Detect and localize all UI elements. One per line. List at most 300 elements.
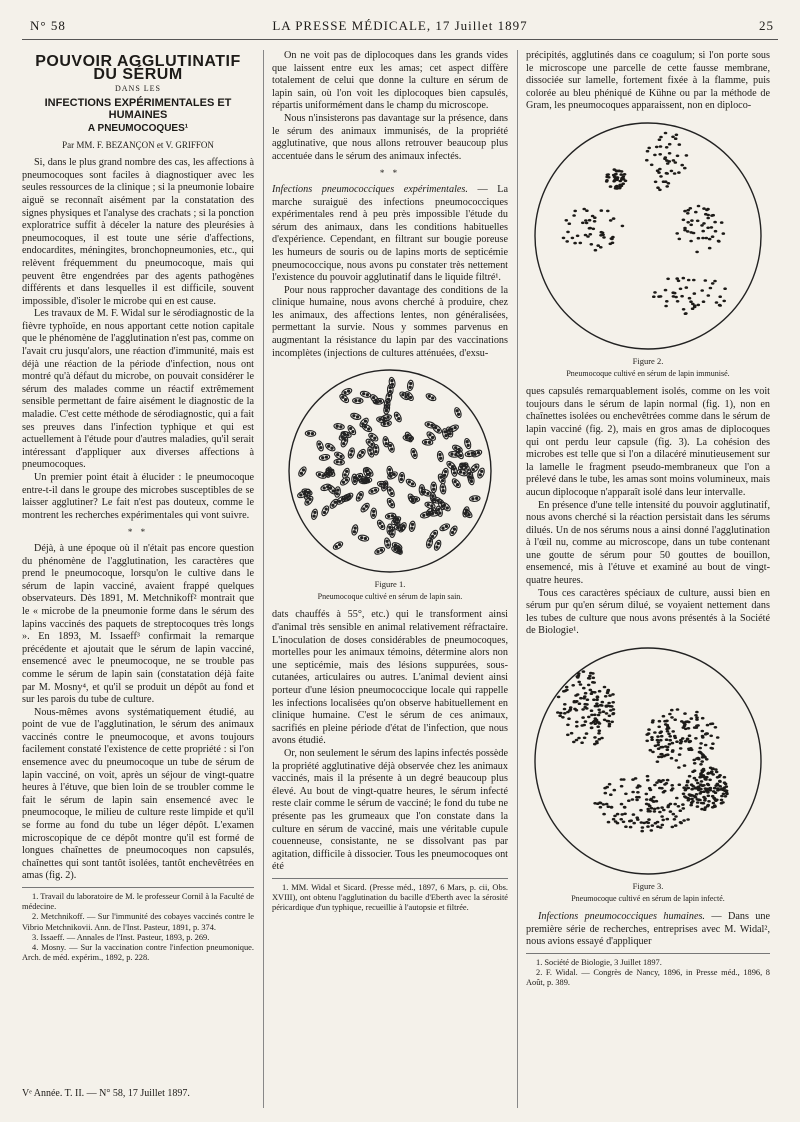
coccus-mark <box>599 234 603 237</box>
coccus-mark <box>471 452 473 454</box>
coccus-mark <box>614 820 618 823</box>
capsule-mark <box>433 540 442 552</box>
coccus-mark <box>421 487 423 489</box>
coccus-mark <box>705 732 709 735</box>
coccus-mark <box>689 207 693 210</box>
capsule-mark <box>410 448 418 460</box>
coccus-mark <box>456 410 458 412</box>
coccus-mark <box>585 732 589 735</box>
capsule-mark <box>332 541 344 551</box>
coccus-mark <box>658 811 662 814</box>
article-authors: Par MM. F. BEZANÇON et V. GRIFFON <box>62 139 214 150</box>
capsule-mark <box>334 487 341 498</box>
coccus-mark <box>389 489 391 491</box>
coccus-mark <box>588 227 592 230</box>
coccus-mark <box>581 708 585 711</box>
coccus-mark <box>350 454 352 456</box>
coccus-mark <box>598 711 602 714</box>
coccus-mark <box>445 435 447 437</box>
coccus-mark <box>596 705 600 708</box>
capsule-mark <box>428 529 439 541</box>
coccus-mark <box>689 740 693 743</box>
coccus-mark <box>647 822 651 825</box>
coccus-mark <box>587 716 591 719</box>
coccus-mark <box>668 735 672 738</box>
coccus-mark <box>704 279 708 282</box>
coccus-mark <box>692 279 696 282</box>
coccus-mark <box>637 796 641 799</box>
coccus-mark <box>606 692 610 695</box>
coccus-mark <box>702 207 706 210</box>
coccus-mark <box>621 225 625 228</box>
coccus-mark <box>672 159 676 162</box>
coccus-mark <box>718 785 722 788</box>
coccus-mark <box>687 787 691 790</box>
coccus-mark <box>713 221 717 224</box>
coccus-mark <box>590 243 594 246</box>
coccus-mark <box>391 384 393 386</box>
coccus-mark <box>593 736 597 739</box>
coccus-mark <box>667 727 671 730</box>
coccus-mark <box>657 726 661 729</box>
coccus-mark <box>619 173 623 176</box>
coccus-mark <box>658 168 662 171</box>
coccus-mark <box>702 768 706 771</box>
coccus-mark <box>668 152 672 155</box>
coccus-mark <box>664 305 668 308</box>
coccus-mark <box>573 210 577 213</box>
coccus-mark <box>582 724 586 727</box>
coccus-mark <box>566 231 570 234</box>
coccus-mark <box>354 480 356 482</box>
coccus-mark <box>477 452 479 454</box>
coccus-mark <box>709 787 713 790</box>
coccus-mark <box>575 725 579 728</box>
coccus-mark <box>689 240 693 243</box>
coccus-mark <box>336 461 338 463</box>
coccus-mark <box>337 454 339 456</box>
coccus-mark <box>353 477 355 479</box>
coccus-mark <box>682 786 686 789</box>
coccus-mark <box>409 438 411 440</box>
coccus-mark <box>470 477 472 479</box>
coccus-mark <box>593 220 597 223</box>
coccus-mark <box>691 785 695 788</box>
coccus-mark <box>379 400 381 402</box>
coccus-mark <box>650 807 654 810</box>
coccus-mark <box>680 164 684 167</box>
paragraph: Tous ces caractères spéciaux de culture, aussi bien en sérum pur qu'en sérum dilué, se voyaient nettement dans les tubes de culture que nous avons présentés à la Société de Biologie¹. <box>526 587 770 637</box>
coccus-mark <box>706 783 710 786</box>
coccus-mark <box>649 749 653 752</box>
coccus-mark <box>689 794 693 797</box>
coccus-mark <box>679 822 683 825</box>
footnotes <box>272 878 508 914</box>
coccus-mark <box>682 807 686 810</box>
coccus-mark <box>381 526 383 528</box>
coccus-mark <box>386 540 388 542</box>
coccus-mark <box>331 447 333 449</box>
coccus-mark <box>629 819 633 822</box>
coccus-mark <box>654 822 658 825</box>
coccus-mark <box>452 532 454 534</box>
coccus-mark <box>651 824 655 827</box>
coccus-mark <box>368 441 370 443</box>
coccus-mark <box>428 395 430 397</box>
capsule-mark <box>448 424 460 433</box>
column-divider <box>263 50 264 1108</box>
figure-1-label: Figure 1. <box>374 579 406 590</box>
coccus-mark <box>563 703 567 706</box>
capsule-mark <box>347 447 355 459</box>
coccus-mark <box>601 701 605 704</box>
coccus-mark <box>656 739 660 742</box>
coccus-mark <box>364 538 366 540</box>
journal-title: LA PRESSE MÉDICALE, 17 Juillet 1897 <box>272 18 528 33</box>
capsule-mark <box>431 482 437 492</box>
coccus-mark <box>683 723 687 726</box>
article-subtitle: INFECTIONS EXPÉRIMENTALES ET HUMAINES <box>44 96 232 122</box>
coccus-mark <box>695 251 699 254</box>
coccus-mark <box>687 279 691 282</box>
coccus-mark <box>596 244 600 247</box>
coccus-mark <box>472 498 474 500</box>
coccus-mark <box>590 692 594 695</box>
coccus-mark <box>427 493 429 495</box>
coccus-mark <box>427 504 429 506</box>
coccus-mark <box>682 819 686 822</box>
capsule-mark <box>407 380 414 391</box>
coccus-mark <box>680 295 684 298</box>
coccus-mark <box>646 825 650 828</box>
capsule-mark <box>387 442 396 454</box>
coccus-mark <box>645 793 649 796</box>
coccus-mark <box>374 437 376 439</box>
footnotes <box>22 887 254 963</box>
coccus-mark <box>695 757 699 760</box>
coccus-mark <box>432 536 434 538</box>
coccus-mark <box>383 419 385 421</box>
coccus-mark <box>398 418 400 420</box>
coccus-mark <box>612 818 616 821</box>
capsule-mark <box>350 412 362 420</box>
coccus-mark <box>361 452 363 454</box>
coccus-mark <box>684 312 688 315</box>
coccus-mark <box>593 802 597 805</box>
coccus-mark <box>318 443 320 445</box>
coccus-mark <box>563 712 567 715</box>
coccus-mark <box>571 237 575 240</box>
coccus-mark <box>657 747 661 750</box>
coccus-mark <box>582 208 586 211</box>
coccus-mark <box>629 826 633 829</box>
coccus-mark <box>620 785 624 788</box>
coccus-mark <box>607 176 611 179</box>
coccus-mark <box>683 712 687 715</box>
coccus-mark <box>373 397 375 399</box>
coccus-mark <box>708 779 712 782</box>
coccus-mark <box>697 304 701 307</box>
coccus-mark <box>711 773 715 776</box>
coccus-mark <box>682 308 686 311</box>
coccus-mark <box>385 443 387 445</box>
coccus-mark <box>388 516 390 518</box>
coccus-mark <box>583 703 587 706</box>
coccus-mark <box>389 469 391 471</box>
coccus-mark <box>605 712 609 715</box>
coccus-mark <box>700 780 704 783</box>
coccus-mark <box>453 468 455 470</box>
capsule-mark <box>316 440 325 452</box>
capsule-mark <box>374 546 386 555</box>
figure-2-illustration <box>531 119 765 353</box>
coccus-mark <box>695 793 699 796</box>
coccus-mark <box>587 677 591 680</box>
coccus-mark <box>686 818 690 821</box>
coccus-mark <box>575 721 579 724</box>
coccus-mark <box>339 544 341 546</box>
coccus-mark <box>706 772 710 775</box>
coccus-mark <box>393 474 395 476</box>
coccus-mark <box>347 434 349 436</box>
capsule-mark <box>462 508 473 519</box>
coccus-mark <box>612 708 616 711</box>
coccus-mark <box>655 781 659 784</box>
coccus-mark <box>595 742 599 745</box>
coccus-mark <box>660 735 664 738</box>
coccus-mark <box>663 720 667 723</box>
coccus-mark <box>611 713 615 716</box>
coccus-mark <box>600 231 604 234</box>
coccus-mark <box>670 784 674 787</box>
coccus-mark <box>322 457 324 459</box>
coccus-mark <box>413 451 415 453</box>
coccus-mark <box>343 433 345 435</box>
coccus-mark <box>472 469 474 471</box>
coccus-mark <box>339 501 341 503</box>
figure-1-illustration <box>285 366 495 576</box>
coccus-mark <box>579 242 583 245</box>
coccus-mark <box>576 234 580 237</box>
coccus-mark <box>300 494 302 496</box>
coccus-mark <box>375 447 377 449</box>
coccus-mark <box>371 435 373 437</box>
coccus-mark <box>675 797 679 800</box>
coccus-mark <box>318 474 320 476</box>
coccus-mark <box>685 154 689 157</box>
coccus-mark <box>722 232 726 235</box>
coccus-mark <box>609 185 613 188</box>
coccus-mark <box>372 514 374 516</box>
coccus-mark <box>364 480 366 482</box>
coccus-mark <box>573 242 577 245</box>
coccus-mark <box>389 527 391 529</box>
coccus-mark <box>649 798 653 801</box>
coccus-mark <box>656 807 660 810</box>
coccus-mark <box>578 702 582 705</box>
coccus-mark <box>690 788 694 791</box>
coccus-mark <box>640 821 644 824</box>
coccus-mark <box>619 818 623 821</box>
coccus-mark <box>361 537 363 539</box>
coccus-mark <box>611 693 615 696</box>
coccus-mark <box>389 472 391 474</box>
coccus-mark <box>632 822 636 825</box>
coccus-mark <box>647 803 651 806</box>
coccus-mark <box>683 210 687 213</box>
coccus-mark <box>465 467 467 469</box>
coccus-mark <box>632 813 636 816</box>
coccus-mark <box>371 444 373 446</box>
coccus-mark <box>663 790 667 793</box>
coccus-mark <box>355 400 357 402</box>
coccus-mark <box>665 782 669 785</box>
article-title: POUVOIR AGGLUTINATIF DU SÉRUM <box>35 53 241 83</box>
coccus-mark <box>602 813 606 816</box>
capsule-mark <box>351 524 359 535</box>
coccus-mark <box>565 240 569 243</box>
coccus-mark <box>647 732 651 735</box>
coccus-mark <box>654 745 658 748</box>
coccus-mark <box>668 739 672 742</box>
coccus-mark <box>710 214 714 217</box>
coccus-mark <box>426 514 428 516</box>
coccus-mark <box>693 777 697 780</box>
coccus-mark <box>707 294 711 297</box>
capsule-mark <box>353 398 364 404</box>
coccus-mark <box>720 787 724 790</box>
capsule-mark <box>334 459 345 465</box>
coccus-mark <box>650 738 654 741</box>
coccus-mark <box>662 809 666 812</box>
coccus-mark <box>565 686 569 689</box>
coccus-mark <box>689 300 693 303</box>
coccus-mark <box>647 818 651 821</box>
coccus-mark <box>432 437 434 439</box>
coccus-mark <box>460 471 462 473</box>
coccus-mark <box>353 531 355 533</box>
coccus-mark <box>320 447 322 449</box>
capsule-mark <box>358 535 369 542</box>
coccus-mark <box>710 226 714 229</box>
coccus-mark <box>667 733 671 736</box>
coccus-mark <box>603 686 607 689</box>
coccus-mark <box>602 710 606 713</box>
coccus-mark <box>400 479 402 481</box>
coccus-mark <box>599 806 603 809</box>
coccus-mark <box>696 219 700 222</box>
coccus-mark <box>715 301 719 304</box>
capsule-mark <box>305 431 316 437</box>
coccus-mark <box>577 672 581 675</box>
coccus-mark <box>698 747 702 750</box>
coccus-mark <box>716 736 720 739</box>
paragraph <box>526 911 770 949</box>
coccus-mark <box>696 805 700 808</box>
coccus-mark <box>370 453 372 455</box>
figure-3-label: Figure 3. <box>632 881 664 892</box>
capsule-mark <box>451 478 462 490</box>
coccus-mark <box>720 799 724 802</box>
coccus-mark <box>664 156 668 159</box>
coccus-mark <box>476 498 478 500</box>
paragraph-text: — Dans une première série de recherches, entreprises avec M. Widal², nous avions essayé d'appliquer <box>526 911 770 948</box>
coccus-mark <box>455 447 457 449</box>
coccus-mark <box>658 138 662 141</box>
coccus-mark <box>350 428 352 430</box>
issue-number: N° 58 <box>30 18 66 33</box>
coccus-mark <box>688 734 692 737</box>
coccus-mark <box>580 741 584 744</box>
coccus-mark <box>703 797 707 800</box>
capsule-mark <box>405 478 417 488</box>
coccus-mark <box>440 457 442 459</box>
coccus-mark <box>674 137 678 140</box>
coccus-mark <box>639 809 643 812</box>
coccus-mark <box>700 289 704 292</box>
coccus-mark <box>725 785 729 788</box>
coccus-mark <box>583 737 587 740</box>
coccus-mark <box>609 219 613 222</box>
coccus-mark <box>302 469 304 471</box>
capsule-mark <box>356 448 367 460</box>
paragraph: Déjà, à une époque où il n'était pas encore question du phénomène de l'agglutination, les caractères que prend le pneumocoque, lorsqu'on le cultive dans le sérum de lapin vacciné, avaient frappé quelques observateurs. Dès 1891, M. Metchnikoff² montrait que le « microbe de la pneumonie forme dans le sérum des lapins vaccinés des paquets de streptocoques très longs ». En 1893, M. Issaeff³ confirmait la remarque précédente et ajoutait que le sérum de lapin vacciné, ensemencé avec le pneumocoque, ne se trouble pas comme le sérum de lapin sain (constatation déjà faite par M. Mosny⁴, et qu'il se produit un dépôt au fond et sur les parois du tube de culture. <box>22 542 254 706</box>
coccus-mark <box>458 413 460 415</box>
coccus-mark <box>365 505 367 507</box>
coccus-mark <box>670 757 674 760</box>
coccus-mark <box>647 728 651 731</box>
coccus-mark <box>577 737 581 740</box>
coccus-mark <box>677 766 681 769</box>
coccus-mark <box>604 792 608 795</box>
coccus-mark <box>344 392 346 394</box>
capsule-mark <box>453 407 462 419</box>
coccus-mark <box>645 159 649 162</box>
coccus-mark <box>433 499 435 501</box>
coccus-mark <box>705 237 709 240</box>
coccus-mark <box>449 463 451 465</box>
coccus-mark <box>640 830 644 833</box>
coccus-mark <box>672 295 676 298</box>
coccus-mark <box>344 474 346 476</box>
coccus-mark <box>453 528 455 530</box>
coccus-mark <box>379 522 381 524</box>
coccus-mark <box>696 801 700 804</box>
coccus-mark <box>661 746 665 749</box>
coccus-mark <box>595 702 599 705</box>
coccus-mark <box>688 748 692 751</box>
coccus-mark <box>686 720 690 723</box>
coccus-mark <box>660 806 664 809</box>
coccus-mark <box>675 759 679 762</box>
capsule-mark <box>393 411 403 423</box>
capsule-mark <box>386 497 396 509</box>
coccus-mark <box>656 760 660 763</box>
coccus-mark <box>367 479 369 481</box>
coccus-mark <box>671 787 675 790</box>
coccus-mark <box>635 799 639 802</box>
coccus-mark <box>360 494 362 496</box>
coccus-mark <box>723 781 727 784</box>
coccus-mark <box>662 180 666 183</box>
coccus-mark <box>401 475 403 477</box>
coccus-mark <box>674 824 678 827</box>
coccus-mark <box>586 235 590 238</box>
coccus-mark <box>680 720 684 723</box>
coccus-mark <box>562 690 566 693</box>
coccus-mark <box>600 209 604 212</box>
coccus-mark <box>707 795 711 798</box>
